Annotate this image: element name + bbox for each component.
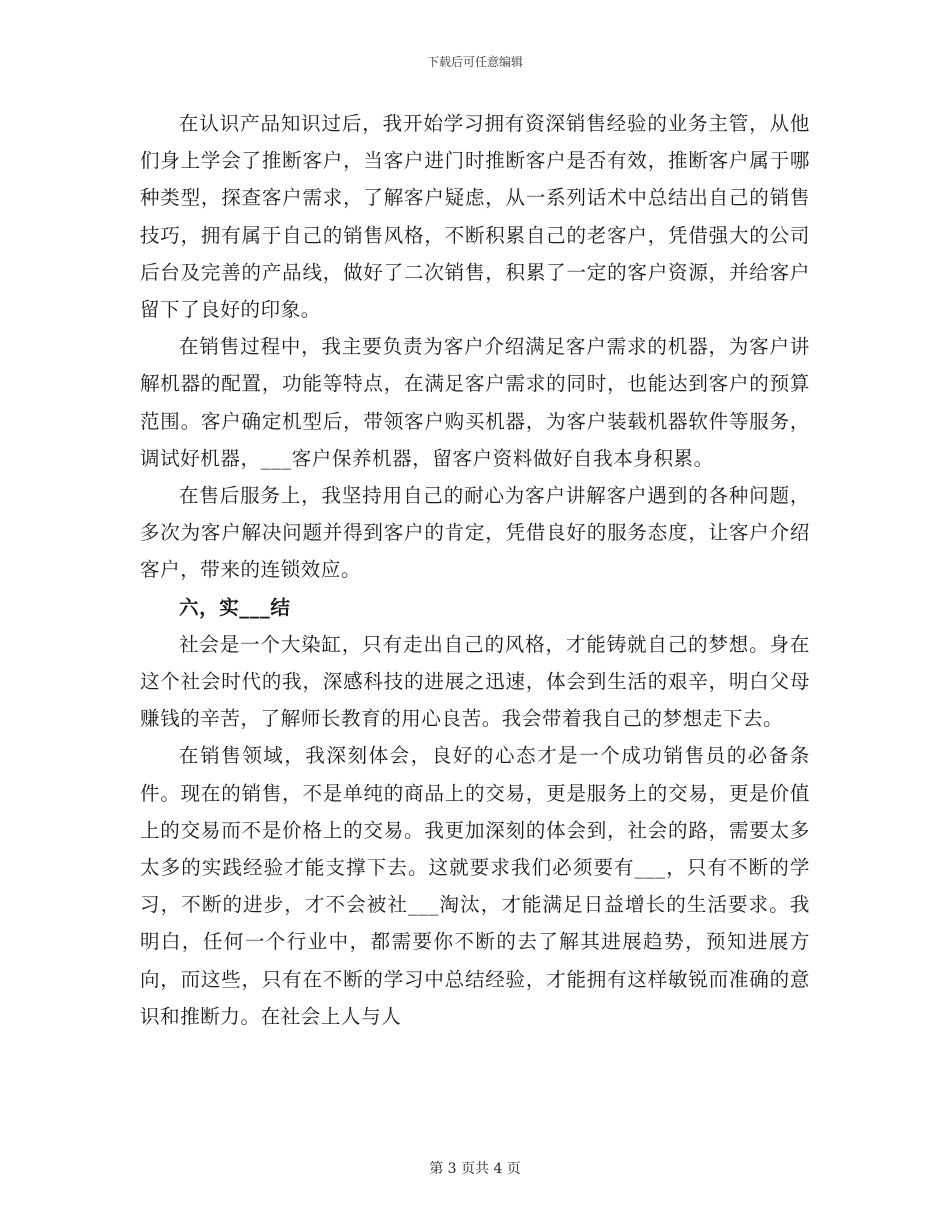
page-header: 下载后可任意编辑 [426, 55, 523, 69]
page-footer: 第 3 页共 4 页 [429, 1161, 521, 1177]
document-body [140, 105, 810, 1035]
paragraph-after-sales: 在售后服务上，我坚持用自己的耐心为客户讲解客户遇到的各种问题，多次为客户解决问题并得到客户的肯定，凭借良好的服务态度，让客户介绍客户，带来的连锁效应。 [140, 484, 810, 582]
paragraph-sales-process: 在销售过程中，我主要负责为客户介绍满足客户需求的机器，为客户讲解机器的配置，功能等特点，在满足客户需求的同时，也能达到客户的预算范围。客户确定机型后，带领客户购买机器，为客户装载机器软件等服务，调试好机器，___客户保养机器，留客户资料做好自我本身积累。 [140, 335, 810, 470]
paragraph-sales-field: 在销售领域，我深刻体会，良好的心态才是一个成功销售员的必备条件。现在的销售，不是单纯的商品上的交易，更是服务上的交易，更是价值上的交易而不是价格上的交易。我更加深刻的体会到，社会的路，需要太多太多的实践经验才能支撑下去。这就要求我们必须要有___，只有不断的学习，不断的进步，才不会被社___淘汰，才能满足日益增长的生活要求。我明白，任何一个行业中，都需要你不断的去了解其进展趋势，预知进展方向，而这些，只有在不断的学习中总结经验，才能拥有这样敏锐而准确的意识和推断力。在社会上人与人 [140, 744, 810, 1028]
paragraph-society: 社会是一个大染缸，只有走出自己的风格，才能铸就自己的梦想。身在这个社会时代的我，深感科技的进展之迅速，体会到生活的艰辛，明白父母赚钱的辛苦，了解师长教育的用心良苦。我会带着我自己的梦想走下去。 [140, 632, 810, 731]
paragraph-product-knowledge: 在认识产品知识过后，我开始学习拥有资深销售经验的业务主管，从他们身上学会了推断客户，当客户进门时推断客户是否有效，推断客户属于哪种类型，探查客户需求，了解客户疑虑，从一系列话术中总结出自己的销售技巧，拥有属于自己的销售风格，不断积累自己的老客户，凭借强大的公司后台及完善的产品线，做好了二次销售，积累了一定的客户资源，并给客户留下了良好的印象。 [140, 112, 810, 322]
section-heading: 六，实___结 [179, 595, 291, 619]
